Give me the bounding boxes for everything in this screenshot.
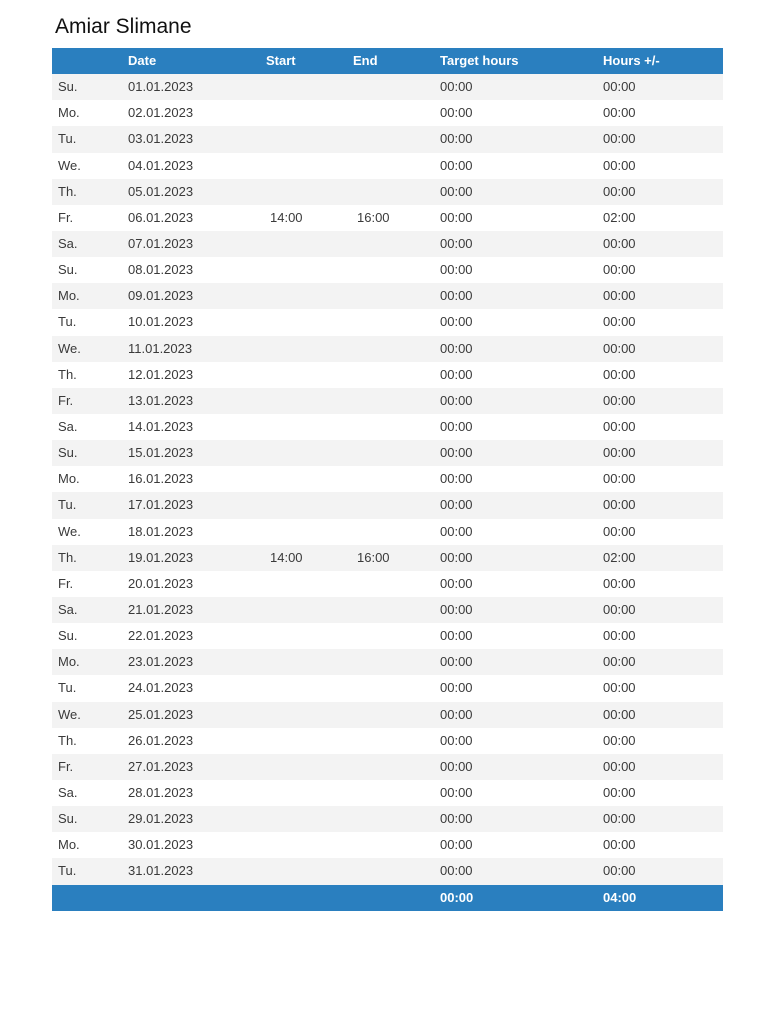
table-row <box>52 702 723 728</box>
table-row <box>52 388 723 414</box>
page-title: Amiar Slimane <box>55 15 192 38</box>
cell-start <box>266 571 353 597</box>
cell-date: 29.01.2023 <box>128 806 266 832</box>
table-row <box>52 179 723 205</box>
cell-hours-diff: 00:00 <box>603 519 723 545</box>
cell-date: 19.01.2023 <box>128 545 266 571</box>
cell-hours-diff: 00:00 <box>603 414 723 440</box>
cell-end: 16:00 <box>353 205 440 231</box>
cell-target-hours: 00:00 <box>440 571 603 597</box>
totals-row <box>52 885 723 911</box>
cell-target-hours: 00:00 <box>440 754 603 780</box>
cell-hours-diff: 00:00 <box>603 806 723 832</box>
table-row <box>52 806 723 832</box>
cell-target-hours: 00:00 <box>440 126 603 152</box>
cell-start <box>266 100 353 126</box>
cell-start <box>266 179 353 205</box>
cell-target-hours: 00:00 <box>440 519 603 545</box>
totals-target-hours: 00:00 <box>440 885 603 911</box>
table-row <box>52 519 723 545</box>
cell-date: 17.01.2023 <box>128 492 266 518</box>
cell-day: Mo. <box>52 466 128 492</box>
cell-date: 28.01.2023 <box>128 780 266 806</box>
cell-target-hours: 00:00 <box>440 780 603 806</box>
table-row <box>52 336 723 362</box>
cell-end <box>353 153 440 179</box>
cell-date: 21.01.2023 <box>128 597 266 623</box>
cell-target-hours: 00:00 <box>440 74 603 100</box>
cell-date: 01.01.2023 <box>128 74 266 100</box>
col-header-target-hours: Target hours <box>440 48 603 74</box>
cell-day: Sa. <box>52 780 128 806</box>
cell-target-hours: 00:00 <box>440 336 603 362</box>
cell-day: Mo. <box>52 283 128 309</box>
cell-day: Mo. <box>52 100 128 126</box>
cell-day: Su. <box>52 806 128 832</box>
cell-end <box>353 100 440 126</box>
cell-date: 15.01.2023 <box>128 440 266 466</box>
table-row <box>52 100 723 126</box>
cell-end <box>353 388 440 414</box>
table-row <box>52 832 723 858</box>
cell-target-hours: 00:00 <box>440 623 603 649</box>
cell-hours-diff: 00:00 <box>603 309 723 335</box>
cell-target-hours: 00:00 <box>440 362 603 388</box>
table-row <box>52 754 723 780</box>
cell-end <box>353 466 440 492</box>
cell-start <box>266 153 353 179</box>
cell-date: 26.01.2023 <box>128 728 266 754</box>
cell-hours-diff: 00:00 <box>603 362 723 388</box>
cell-date: 12.01.2023 <box>128 362 266 388</box>
cell-day: Tu. <box>52 492 128 518</box>
cell-end <box>353 362 440 388</box>
cell-day: Th. <box>52 545 128 571</box>
cell-start <box>266 832 353 858</box>
cell-hours-diff: 00:00 <box>603 754 723 780</box>
cell-start <box>266 466 353 492</box>
cell-date: 02.01.2023 <box>128 100 266 126</box>
cell-start <box>266 362 353 388</box>
cell-date: 06.01.2023 <box>128 205 266 231</box>
cell-date: 30.01.2023 <box>128 832 266 858</box>
cell-hours-diff: 00:00 <box>603 832 723 858</box>
cell-target-hours: 00:00 <box>440 545 603 571</box>
cell-end <box>353 728 440 754</box>
cell-day: Sa. <box>52 231 128 257</box>
cell-end <box>353 519 440 545</box>
cell-day: Mo. <box>52 649 128 675</box>
cell-target-hours: 00:00 <box>440 440 603 466</box>
table-footer <box>52 885 723 911</box>
cell-day: Su. <box>52 623 128 649</box>
cell-start <box>266 858 353 884</box>
cell-day: We. <box>52 519 128 545</box>
cell-start: 14:00 <box>266 205 353 231</box>
cell-hours-diff: 00:00 <box>603 257 723 283</box>
cell-end <box>353 649 440 675</box>
cell-target-hours: 00:00 <box>440 153 603 179</box>
cell-day: Fr. <box>52 571 128 597</box>
table-row <box>52 728 723 754</box>
timesheet-table <box>52 48 723 911</box>
cell-start <box>266 702 353 728</box>
col-header-day <box>52 48 128 74</box>
totals-hours-diff: 04:00 <box>603 885 723 911</box>
cell-target-hours: 00:00 <box>440 100 603 126</box>
table-row <box>52 440 723 466</box>
cell-day: Mo. <box>52 832 128 858</box>
cell-date: 03.01.2023 <box>128 126 266 152</box>
cell-hours-diff: 00:00 <box>603 675 723 701</box>
cell-day: Su. <box>52 74 128 100</box>
cell-hours-diff: 00:00 <box>603 283 723 309</box>
totals-day <box>52 885 128 911</box>
cell-date: 05.01.2023 <box>128 179 266 205</box>
cell-target-hours: 00:00 <box>440 179 603 205</box>
table-row <box>52 649 723 675</box>
cell-end <box>353 440 440 466</box>
cell-end <box>353 492 440 518</box>
cell-start <box>266 283 353 309</box>
cell-hours-diff: 00:00 <box>603 336 723 362</box>
cell-target-hours: 00:00 <box>440 257 603 283</box>
cell-day: Th. <box>52 728 128 754</box>
cell-hours-diff: 00:00 <box>603 728 723 754</box>
table-row <box>52 283 723 309</box>
cell-start <box>266 336 353 362</box>
cell-start <box>266 74 353 100</box>
totals-start <box>266 885 353 911</box>
cell-date: 10.01.2023 <box>128 309 266 335</box>
cell-start <box>266 597 353 623</box>
cell-start <box>266 257 353 283</box>
cell-date: 23.01.2023 <box>128 649 266 675</box>
header-row <box>52 48 723 74</box>
cell-date: 07.01.2023 <box>128 231 266 257</box>
cell-day: Fr. <box>52 754 128 780</box>
cell-hours-diff: 00:00 <box>603 571 723 597</box>
cell-target-hours: 00:00 <box>440 806 603 832</box>
cell-target-hours: 00:00 <box>440 597 603 623</box>
cell-day: Tu. <box>52 126 128 152</box>
cell-target-hours: 00:00 <box>440 675 603 701</box>
col-header-date: Date <box>128 48 266 74</box>
cell-end <box>353 257 440 283</box>
cell-end <box>353 309 440 335</box>
cell-day: Su. <box>52 257 128 283</box>
col-header-end: End <box>353 48 440 74</box>
cell-date: 18.01.2023 <box>128 519 266 545</box>
cell-date: 14.01.2023 <box>128 414 266 440</box>
cell-target-hours: 00:00 <box>440 309 603 335</box>
cell-day: Sa. <box>52 414 128 440</box>
cell-target-hours: 00:00 <box>440 231 603 257</box>
cell-start <box>266 728 353 754</box>
cell-day: We. <box>52 153 128 179</box>
cell-hours-diff: 00:00 <box>603 231 723 257</box>
cell-target-hours: 00:00 <box>440 832 603 858</box>
cell-day: Th. <box>52 362 128 388</box>
cell-start <box>266 440 353 466</box>
cell-target-hours: 00:00 <box>440 466 603 492</box>
cell-target-hours: 00:00 <box>440 414 603 440</box>
cell-day: Tu. <box>52 309 128 335</box>
table-row <box>52 257 723 283</box>
cell-hours-diff: 00:00 <box>603 126 723 152</box>
cell-end: 16:00 <box>353 545 440 571</box>
col-header-start: Start <box>266 48 353 74</box>
cell-date: 27.01.2023 <box>128 754 266 780</box>
table-row <box>52 597 723 623</box>
table-row <box>52 571 723 597</box>
cell-day: We. <box>52 702 128 728</box>
cell-target-hours: 00:00 <box>440 858 603 884</box>
cell-day: Fr. <box>52 388 128 414</box>
cell-date: 25.01.2023 <box>128 702 266 728</box>
cell-target-hours: 00:00 <box>440 283 603 309</box>
cell-date: 16.01.2023 <box>128 466 266 492</box>
cell-hours-diff: 00:00 <box>603 388 723 414</box>
table-body <box>52 74 723 884</box>
table-row <box>52 675 723 701</box>
cell-hours-diff: 02:00 <box>603 545 723 571</box>
cell-end <box>353 231 440 257</box>
cell-hours-diff: 00:00 <box>603 466 723 492</box>
cell-target-hours: 00:00 <box>440 205 603 231</box>
cell-start <box>266 754 353 780</box>
cell-hours-diff: 00:00 <box>603 858 723 884</box>
cell-day: Th. <box>52 179 128 205</box>
cell-end <box>353 780 440 806</box>
cell-hours-diff: 00:00 <box>603 623 723 649</box>
cell-start <box>266 388 353 414</box>
cell-hours-diff: 00:00 <box>603 100 723 126</box>
totals-date <box>128 885 266 911</box>
cell-hours-diff: 00:00 <box>603 153 723 179</box>
table-header <box>52 48 723 74</box>
cell-day: Fr. <box>52 205 128 231</box>
cell-end <box>353 283 440 309</box>
cell-end <box>353 336 440 362</box>
cell-end <box>353 858 440 884</box>
totals-end <box>353 885 440 911</box>
cell-hours-diff: 00:00 <box>603 440 723 466</box>
table-row <box>52 362 723 388</box>
cell-start <box>266 519 353 545</box>
table-row <box>52 545 723 571</box>
cell-day: We. <box>52 336 128 362</box>
cell-hours-diff: 00:00 <box>603 649 723 675</box>
cell-day: Tu. <box>52 675 128 701</box>
cell-start <box>266 780 353 806</box>
cell-date: 13.01.2023 <box>128 388 266 414</box>
cell-hours-diff: 00:00 <box>603 492 723 518</box>
cell-hours-diff: 02:00 <box>603 205 723 231</box>
cell-target-hours: 00:00 <box>440 492 603 518</box>
cell-start <box>266 231 353 257</box>
cell-start <box>266 675 353 701</box>
cell-target-hours: 00:00 <box>440 649 603 675</box>
cell-date: 09.01.2023 <box>128 283 266 309</box>
table-row <box>52 858 723 884</box>
table-row <box>52 414 723 440</box>
cell-hours-diff: 00:00 <box>603 597 723 623</box>
cell-start: 14:00 <box>266 545 353 571</box>
cell-hours-diff: 00:00 <box>603 179 723 205</box>
cell-end <box>353 806 440 832</box>
cell-day: Su. <box>52 440 128 466</box>
table-row <box>52 623 723 649</box>
cell-date: 08.01.2023 <box>128 257 266 283</box>
cell-hours-diff: 00:00 <box>603 780 723 806</box>
cell-day: Tu. <box>52 858 128 884</box>
cell-date: 31.01.2023 <box>128 858 266 884</box>
cell-start <box>266 414 353 440</box>
cell-end <box>353 754 440 780</box>
cell-end <box>353 623 440 649</box>
cell-start <box>266 623 353 649</box>
cell-end <box>353 597 440 623</box>
cell-end <box>353 74 440 100</box>
cell-hours-diff: 00:00 <box>603 74 723 100</box>
cell-start <box>266 649 353 675</box>
cell-end <box>353 414 440 440</box>
cell-end <box>353 126 440 152</box>
cell-target-hours: 00:00 <box>440 728 603 754</box>
cell-start <box>266 126 353 152</box>
table-row <box>52 309 723 335</box>
table-row <box>52 74 723 100</box>
cell-start <box>266 492 353 518</box>
table-row <box>52 780 723 806</box>
cell-date: 24.01.2023 <box>128 675 266 701</box>
table-row <box>52 126 723 152</box>
col-header-hours-diff: Hours +/- <box>603 48 723 74</box>
cell-start <box>266 309 353 335</box>
cell-target-hours: 00:00 <box>440 702 603 728</box>
table-row <box>52 231 723 257</box>
table-row <box>52 153 723 179</box>
cell-end <box>353 702 440 728</box>
cell-date: 11.01.2023 <box>128 336 266 362</box>
cell-date: 04.01.2023 <box>128 153 266 179</box>
cell-day: Sa. <box>52 597 128 623</box>
cell-date: 22.01.2023 <box>128 623 266 649</box>
cell-date: 20.01.2023 <box>128 571 266 597</box>
cell-start <box>266 806 353 832</box>
cell-hours-diff: 00:00 <box>603 702 723 728</box>
cell-end <box>353 832 440 858</box>
table-row <box>52 466 723 492</box>
cell-target-hours: 00:00 <box>440 388 603 414</box>
cell-end <box>353 675 440 701</box>
table-row <box>52 492 723 518</box>
cell-end <box>353 571 440 597</box>
cell-end <box>353 179 440 205</box>
table-row <box>52 205 723 231</box>
